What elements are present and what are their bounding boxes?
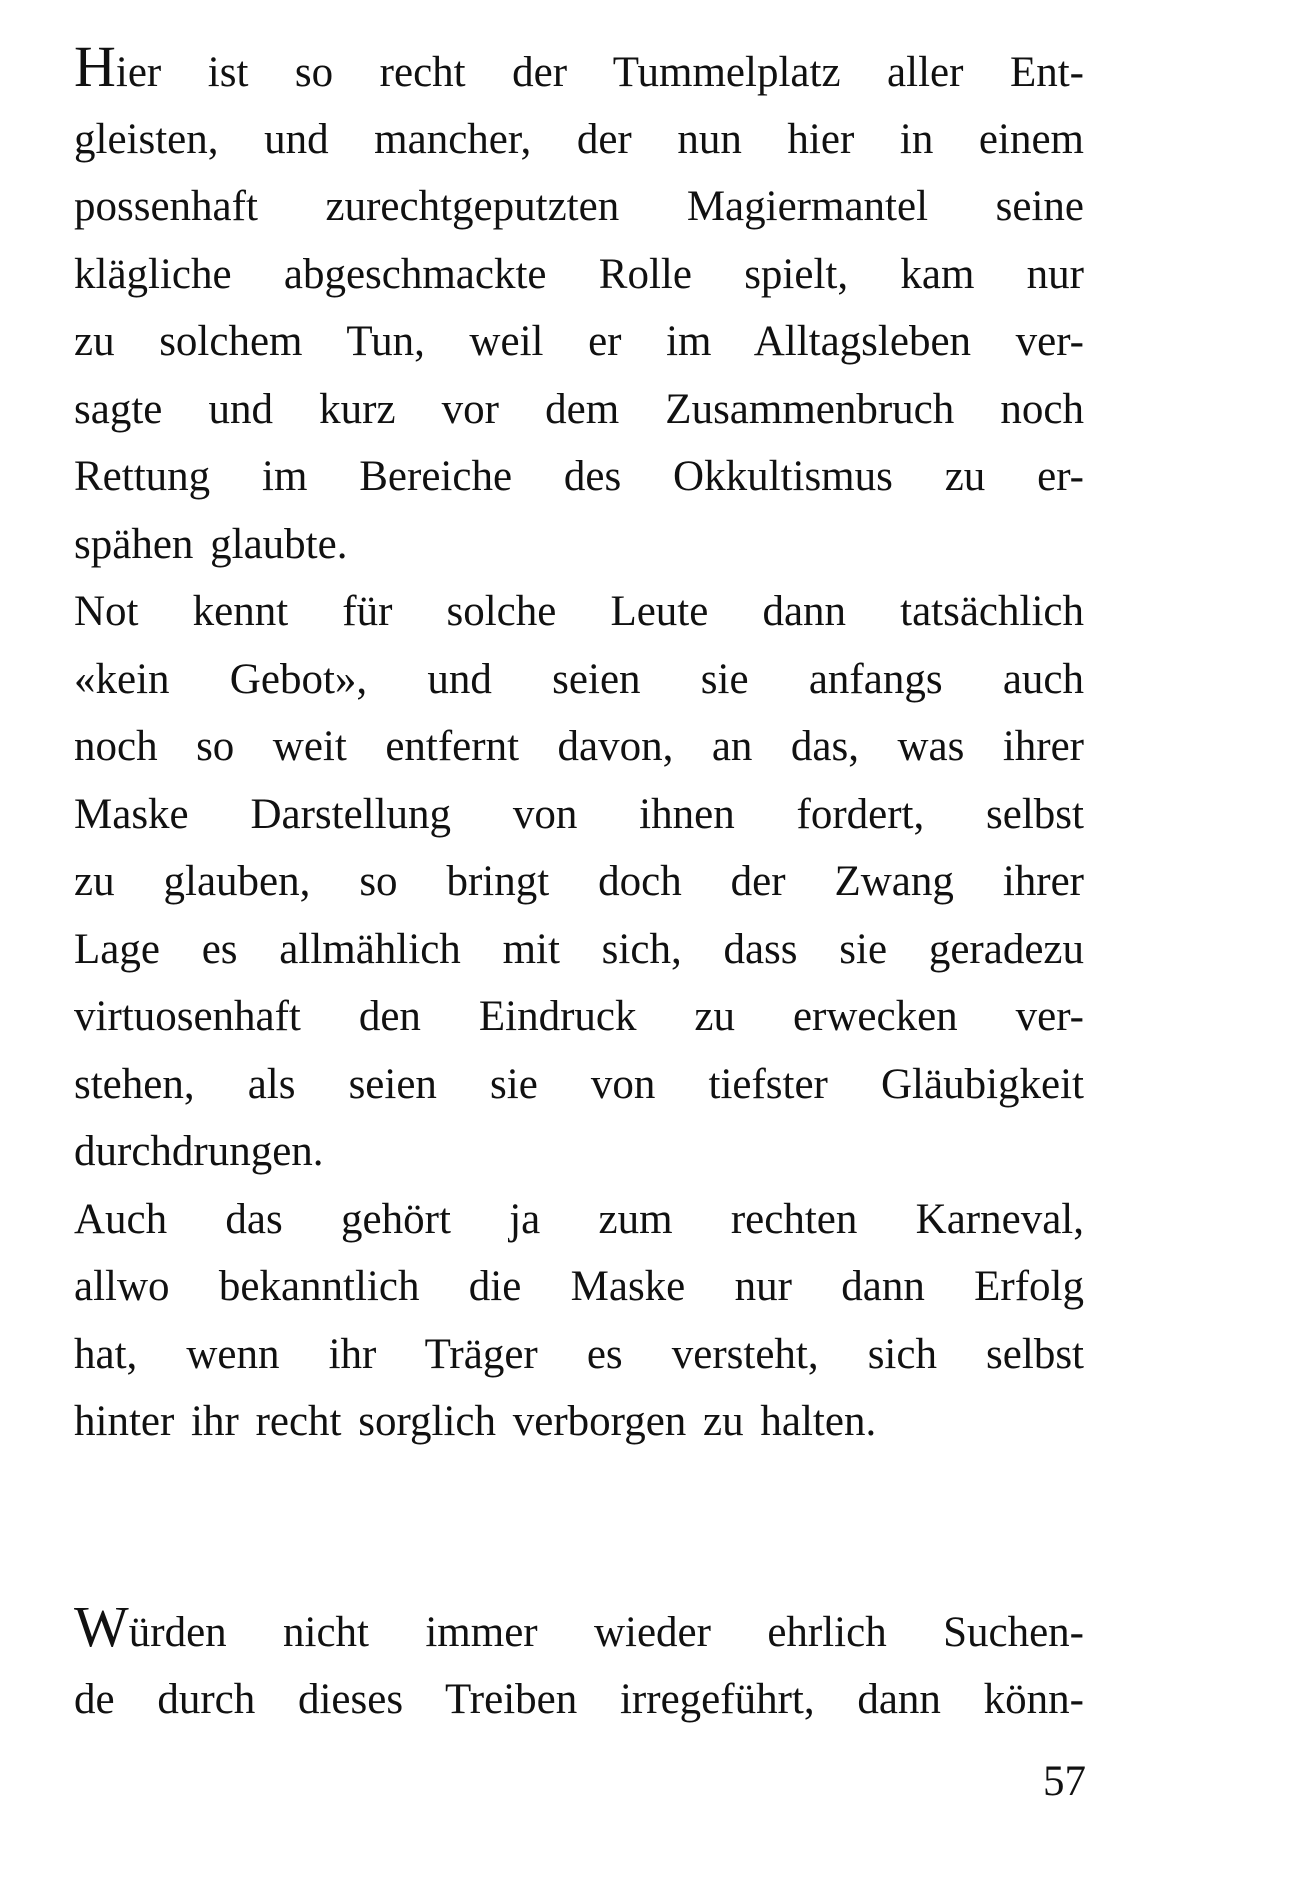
page-number: 57 — [1043, 1758, 1086, 1805]
text-line: Rettung im Bereiche des Okkultismus zu er- — [74, 453, 1084, 500]
text-line: de durch dieses Treiben irregeführt, dann könn- — [74, 1675, 1084, 1723]
text-line: stehen, als seien sie von tiefster Gläubigkeit — [74, 1060, 1084, 1108]
initial-letter: W — [74, 1594, 129, 1659]
text-line: possenhaft zurechtgeputzten Magiermantel seine — [74, 183, 1084, 230]
text-line: hinter ihr recht sorglich verborgen zu halten. — [74, 1398, 877, 1445]
text-line: zu glauben, so bringt doch der Zwang ihrer — [74, 858, 1084, 905]
text-line: gleisten, und mancher, der nun hier in einem — [74, 115, 1084, 163]
text-line: spähen glaubte. — [74, 520, 348, 568]
text-line: «kein Gebot», und seien sie anfangs auch — [74, 655, 1084, 703]
text-block-main — [74, 34, 1084, 1456]
text-line: noch so weit entfernt davon, an das, was ihrer — [74, 723, 1084, 770]
text-line: Maske Darstellung von ihnen fordert, selbst — [74, 790, 1084, 838]
text-line: Auch das gehört ja zum rechten Karneval, — [74, 1195, 1084, 1243]
text-line: Lage es allmählich mit sich, dass sie geradezu — [74, 925, 1084, 973]
text-line: virtuosenhaft den Eindruck zu erwecken ver- — [74, 993, 1084, 1040]
text-line: zu solchem Tun, weil er im Alltagsleben ver- — [74, 318, 1084, 365]
text-line: Würden nicht immer wieder ehrlich Suchen- — [74, 1594, 1084, 1659]
text-line: sagte und kurz vor dem Zusammenbruch noch — [74, 385, 1084, 433]
text-line: hat, wenn ihr Träger es versteht, sich selbst — [74, 1330, 1084, 1378]
text-line: Not kennt für solche Leute dann tatsächlich — [74, 588, 1084, 635]
text-line: klägliche abgeschmackte Rolle spielt, kam nur — [74, 250, 1084, 298]
text-block-next-section — [74, 1594, 1084, 1733]
text-line: Hier ist so recht der Tummelplatz aller Ent- — [74, 34, 1084, 99]
text-line: durchdrungen. — [74, 1128, 324, 1175]
initial-letter: H — [74, 34, 116, 99]
text-line: allwo bekanntlich die Maske nur dann Erfolg — [74, 1263, 1084, 1310]
